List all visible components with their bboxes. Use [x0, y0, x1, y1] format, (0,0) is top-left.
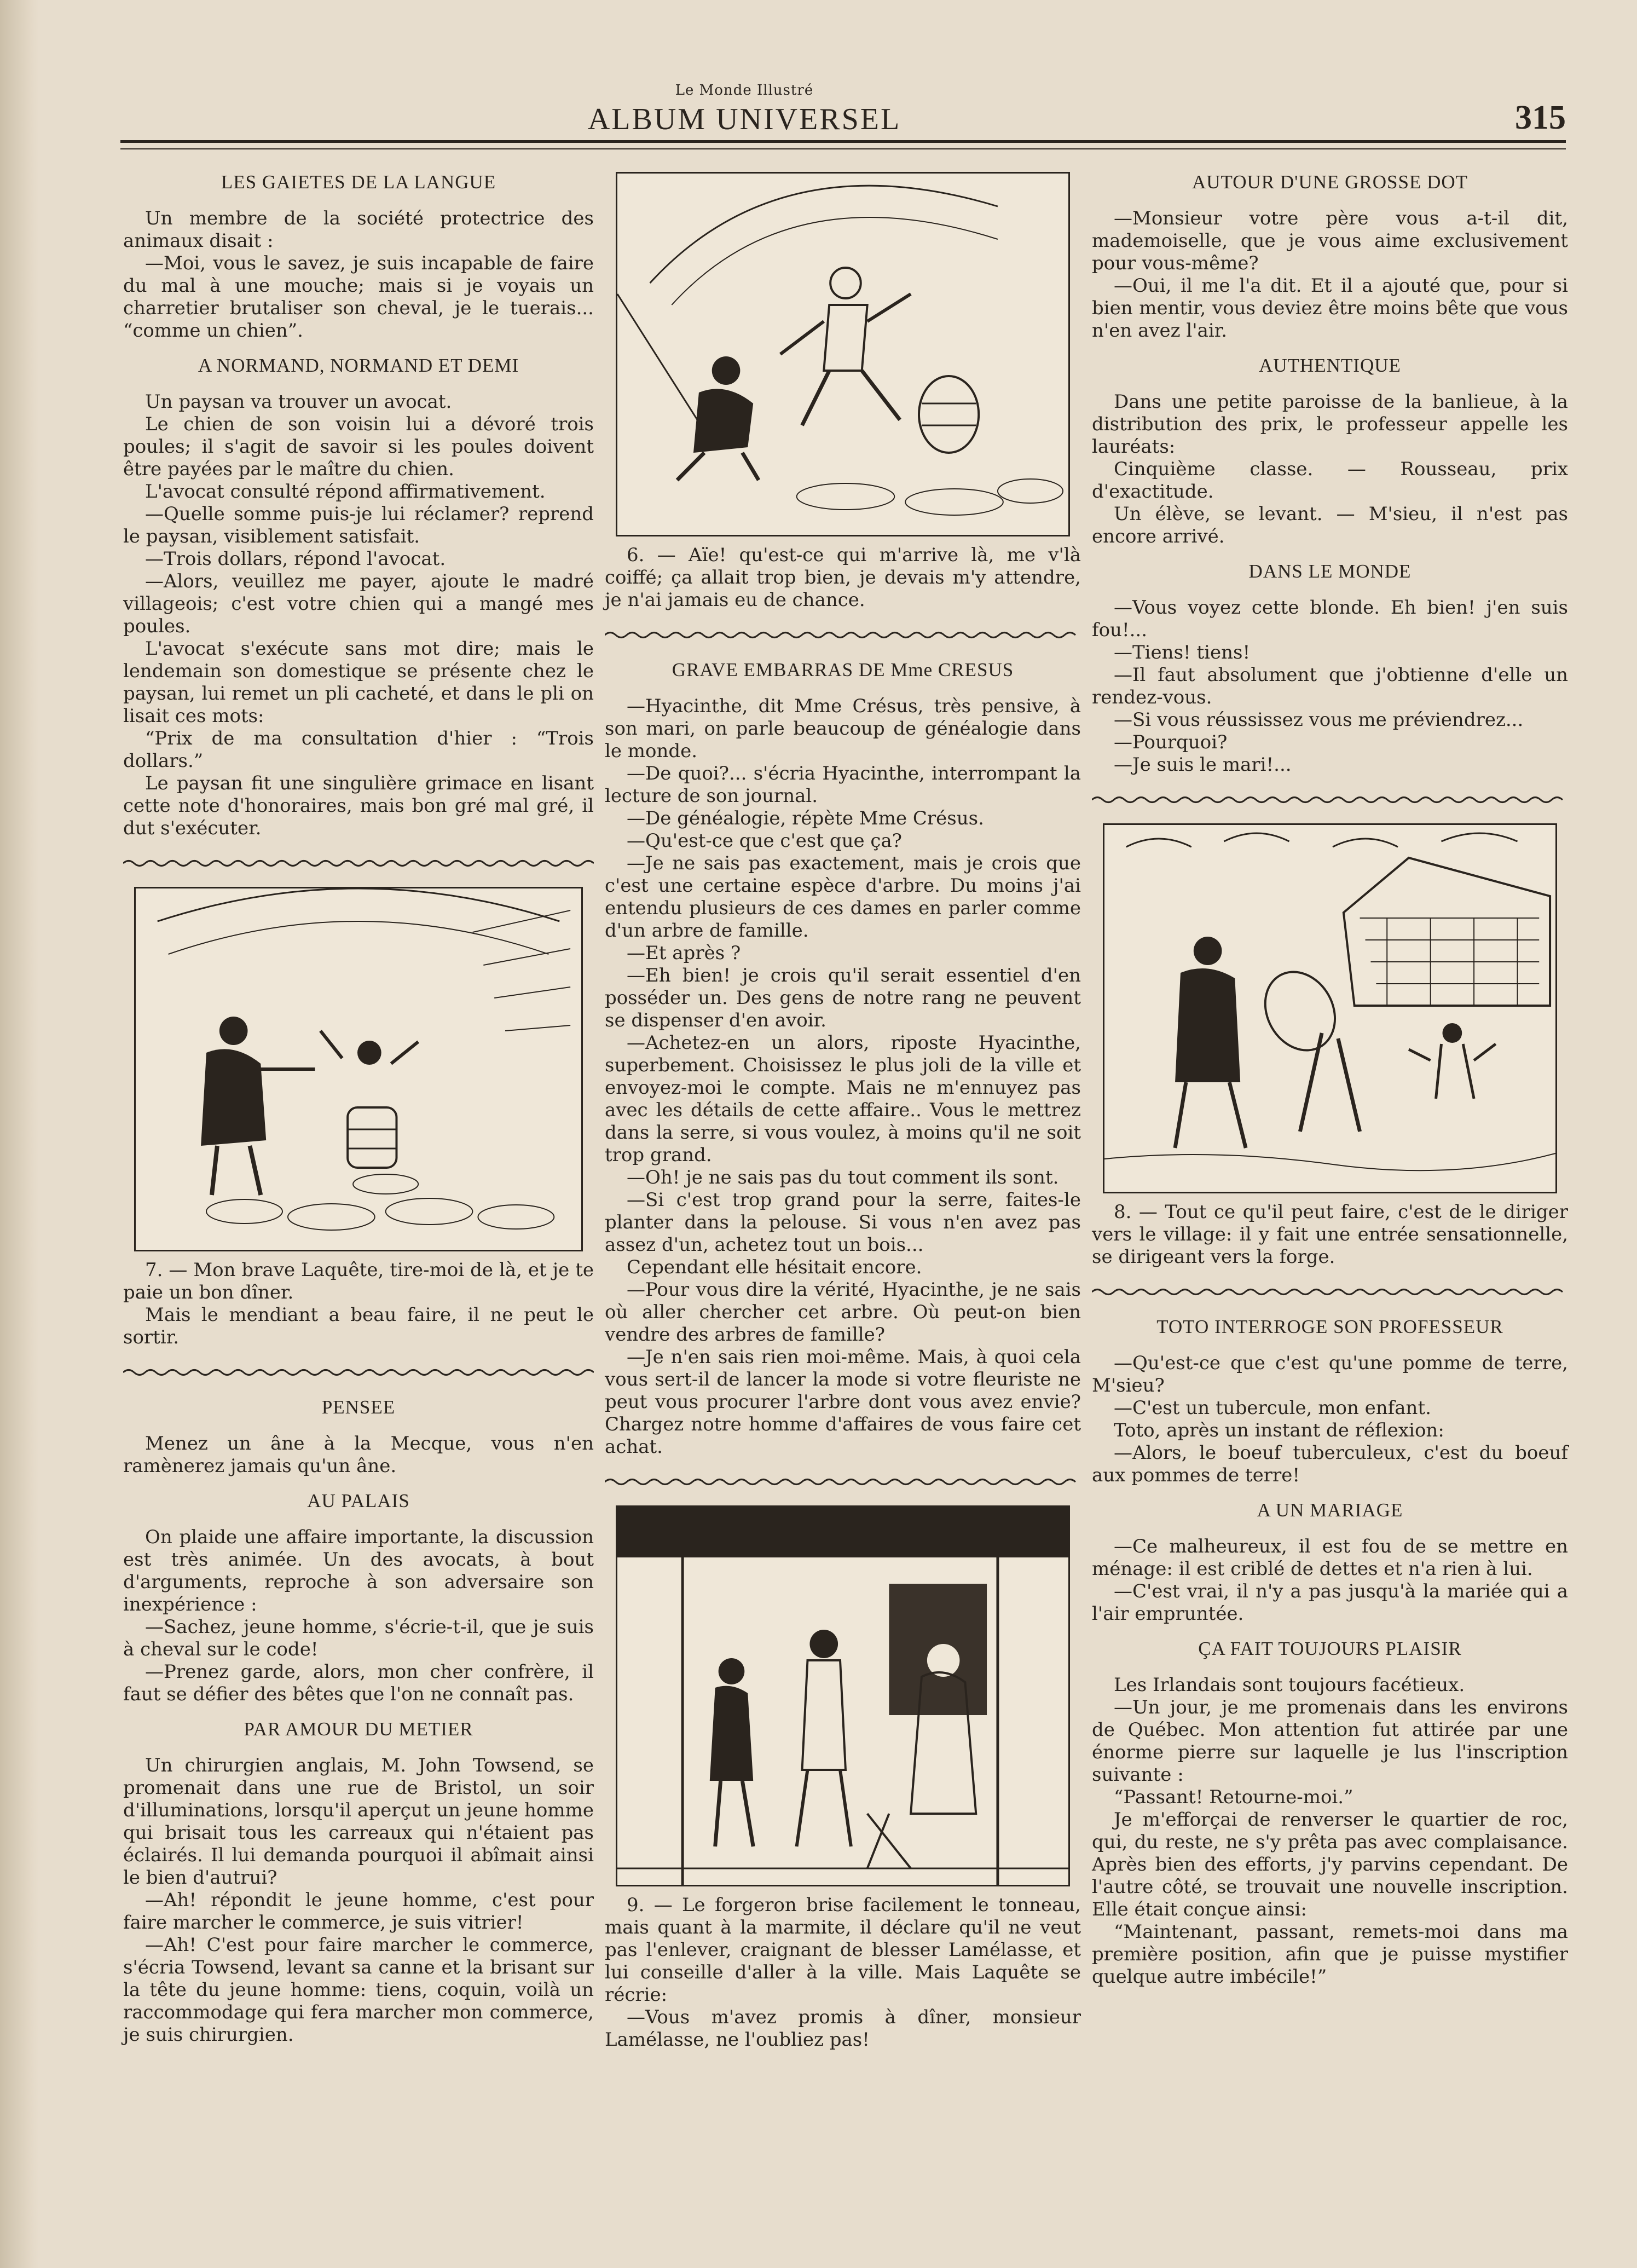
paragraph: “Maintenant, passant, remets-moi dans ma première position, afin que je puisse mystifier quelque autre imbécile!” — [1092, 1921, 1568, 1988]
paragraph: —Achetez-en un alors, riposte Hyacinthe, superbement. Choisissez le plus joli de la ville et envoyez-moi le compte. Mais ne m'ennuyez pas avec les détails de cette affaire.. Vous le mettrez dans la serre, si vous voulez, à moins qu'il ne soit trop grand. — [605, 1032, 1081, 1166]
paragraph: —C'est vrai, il n'y a pas jusqu'à la mariée qui a l'air empruntée. — [1092, 1580, 1568, 1625]
illustration-caption: —Vous m'avez promis à dîner, monsieur Lamélasse, ne l'oubliez pas! — [605, 2006, 1081, 2051]
illustration-caption: 6. — Aïe! qu'est-ce qui m'arrive là, me v'là coiffé; ça allait trop bien, je devais m'y attendre, je n'ai jamais eu de chance. — [605, 544, 1081, 611]
section-heading: PAR AMOUR DU METIER — [244, 1718, 473, 1740]
paragraph: —Prenez garde, alors, mon cher confrère, il faut se défier des bêtes que l'on ne connaît pas. — [123, 1661, 594, 1705]
paragraph: —Hyacinthe, dit Mme Crésus, très pensive, à son mari, on parle beaucoup de généalogie dans le monde. — [605, 695, 1081, 762]
paragraph: —Je ne sais pas exactement, mais je crois que c'est une certaine espèce d'arbre. Du moins j'ai entendu plusieurs de ces dames en parler comme d'un arbre de famille. — [605, 852, 1081, 942]
masthead-title: ALBUM UNIVERSEL — [587, 102, 901, 136]
wavy-divider — [605, 1475, 1081, 1489]
page-binding-shadow — [0, 0, 38, 2268]
illustration-beggar-and-barrel — [134, 887, 583, 1251]
paragraph: Menez un âne à la Mecque, vous n'en ramènerez jamais qu'un âne. — [123, 1433, 594, 1477]
paragraph: Le paysan fit une singulière grimace en lisant cette note d'honoraires, mais bon gré mal gré, il dut s'exécuter. — [123, 772, 594, 839]
section-heading: AU PALAIS — [307, 1490, 410, 1511]
paragraph: Un paysan va trouver un avocat. — [145, 391, 452, 413]
section-heading: ÇA FAIT TOUJOURS PLAISIR — [1198, 1638, 1462, 1659]
illustration-village-entry — [1103, 823, 1557, 1193]
paragraph: —Qu'est-ce que c'est que ça? — [627, 830, 902, 852]
paragraph: —Pourquoi? — [1114, 731, 1228, 753]
paragraph: Cependant elle hésitait encore. — [627, 1256, 922, 1278]
illustration-caption: 9. — Le forgeron brise facilement le tonneau, mais quant à la marmite, il déclare qu'il ne veut pas l'enlever, craignant de blesser Lamélasse, et lui conseille d'aller à la ville. Mais Laquête se récrie: — [605, 1894, 1081, 2006]
paragraph: Un élève, se levant. — M'sieu, il n'est pas encore arrivé. — [1092, 503, 1568, 547]
paragraph: —De quoi?... s'écria Hyacinthe, interrompant la lecture de son journal. — [605, 763, 1081, 807]
paragraph: Les Irlandais sont toujours facétieux. — [1114, 1674, 1465, 1696]
paragraph: L'avocat consulté répond affirmativement. — [145, 481, 546, 503]
section-heading: LES GAIETES DE LA LANGUE — [221, 171, 496, 193]
paragraph: Un membre de la société protectrice des animaux disait : — [123, 207, 594, 252]
section-heading: AUTHENTIQUE — [1259, 355, 1401, 376]
paragraph: —Un jour, je me promenais dans les environs de Québec. Mon attention fut attirée par une énorme pierre sur laquelle je lus l'inscription suivante : — [1092, 1696, 1568, 1786]
masthead-subtitle: Le Monde Illustré — [675, 82, 814, 99]
paragraph: —Pour vous dire la vérité, Hyacinthe, je ne sais où aller chercher cet arbre. Où peut-on bien vendre des arbres de famille? — [605, 1279, 1081, 1346]
section-heading: A UN MARIAGE — [1257, 1499, 1403, 1521]
paragraph: L'avocat s'exécute sans mot dire; mais le lendemain son domestique se présente chez le paysan, lui remet un pli cacheté, et dans le pli on lisait ces mots: — [123, 638, 594, 727]
column-2 — [605, 159, 1081, 2051]
paragraph: —Ah! répondit le jeune homme, c'est pour faire marcher le commerce, je suis vitrier! — [123, 1889, 594, 1934]
paragraph: —Si c'est trop grand pour la serre, faites-le planter dans la pelouse. Si vous n'en avez pas assez d'un, achetez tout un bois... — [605, 1189, 1081, 1256]
paragraph: —Ce malheureux, il est fou de se mettre en ménage: il est criblé de dettes et n'a rien à lui. — [1092, 1536, 1568, 1580]
paragraph: —Alors, veuillez me payer, ajoute le madré villageois; c'est votre chien qui a mangé mes poules. — [123, 570, 594, 637]
wavy-divider — [605, 628, 1081, 642]
paragraph: “Prix de ma consultation d'hier : “Trois dollars.” — [123, 728, 594, 772]
paragraph: —Ah! C'est pour faire marcher le commerce, s'écria Towsend, levant sa canne et la brisant sur la tête du jeune homme: tiens, coquin, voilà un raccommodage qui fera marcher mon commerce, je suis chirurgien. — [123, 1934, 594, 2046]
page-number: 315 — [1515, 99, 1566, 136]
illustration-blacksmith-forge — [616, 1505, 1070, 1886]
paragraph: Je m'efforçai de renverser le quartier de roc, qui, du reste, ne s'y prêta pas avec complaisance. Après bien des efforts, j'y parvins cependant. De l'autre côté, se trouvait une nouvelle inscription. Elle était conçue ainsi: — [1092, 1809, 1568, 1920]
paragraph: —Et après ? — [627, 942, 741, 964]
paragraph: —Monsieur votre père vous a-t-il dit, mademoiselle, que je vous aime exclusivement pour vous-même? — [1092, 207, 1568, 274]
paragraph: Un chirurgien anglais, M. John Towsend, se promenait dans une rue de Bristol, un soir d'illuminations, lorsqu'il aperçut un jeune homme qui brisait tous les carreaux qui n'étaient pas éclairés. Il lui demanda pourquoi il abîmait ainsi le bien d'autrui? — [123, 1755, 594, 1889]
illustration-caption: 8. — Tout ce qu'il peut faire, c'est de le diriger vers le village: il y fait une entrée sensationnelle, se dirigeant vers la forge. — [1092, 1201, 1568, 1268]
illustration-caption: Mais le mendiant a beau faire, il ne peut le sortir. — [123, 1304, 594, 1348]
paragraph: —Oh! je ne sais pas du tout comment ils sont. — [627, 1167, 1059, 1188]
paragraph: —Si vous réussissez vous me préviendrez... — [1114, 709, 1524, 731]
paragraph: —C'est un tubercule, mon enfant. — [1114, 1397, 1431, 1419]
paragraph: —Il faut absolument que j'obtienne d'elle un rendez-vous. — [1092, 664, 1568, 708]
section-heading: AUTOUR D'UNE GROSSE DOT — [1191, 171, 1468, 193]
paragraph: Le chien de son voisin lui a dévoré trois poules; il s'agit de savoir si les poules doivent être payées par le maître du chien. — [123, 413, 594, 480]
paragraph: Toto, après un instant de réflexion: — [1114, 1419, 1444, 1441]
column-1 — [123, 159, 594, 2046]
wavy-divider — [123, 1365, 594, 1380]
paragraph: —Vous voyez cette blonde. Eh bien! j'en suis fou!... — [1092, 597, 1568, 641]
paragraph: —Quelle somme puis-je lui réclamer? reprend le paysan, visiblement satisfait. — [123, 503, 594, 547]
wavy-divider — [1092, 793, 1568, 807]
wavy-divider — [123, 856, 594, 870]
paragraph: —Trois dollars, répond l'avocat. — [145, 548, 446, 570]
masthead — [120, 82, 1566, 140]
section-heading: GRAVE EMBARRAS DE Mme CRESUS — [672, 659, 1014, 680]
paragraph: On plaide une affaire importante, la discussion est très animée. Un des avocats, à bout d'arguments, reproche à son adversaire son inexpérience : — [123, 1526, 594, 1615]
wavy-divider — [1092, 1285, 1568, 1299]
column-3 — [1092, 159, 1568, 1988]
paragraph: Cinquième classe. — Rousseau, prix d'exactitude. — [1092, 458, 1568, 503]
paragraph: —Eh bien! je crois qu'il serait essentiel d'en posséder un. Des gens de notre rang ne peuvent se dispenser d'en avoir. — [605, 965, 1081, 1031]
paragraph: —Alors, le boeuf tuberculeux, c'est du boeuf aux pommes de terre! — [1092, 1442, 1568, 1486]
paragraph: “Passant! Retourne-moi.” — [1114, 1786, 1353, 1808]
section-heading: DANS LE MONDE — [1248, 561, 1412, 582]
section-heading: TOTO INTERROGE SON PROFESSEUR — [1156, 1316, 1503, 1337]
illustration-barrel-fall — [616, 172, 1070, 536]
paragraph: Dans une petite paroisse de la banlieue, à la distribution des prix, le professeur appelle les lauréats: — [1092, 391, 1568, 458]
section-heading: PENSEE — [321, 1396, 396, 1418]
paragraph: —Qu'est-ce que c'est qu'une pomme de terre, M'sieu? — [1092, 1352, 1568, 1396]
paragraph: —Moi, vous le savez, je suis incapable de faire du mal à une mouche; mais si je voyais un charretier brutaliser son cheval, je le tuerais... “comme un chien”. — [123, 252, 594, 342]
illustration-caption: 7. — Mon brave Laquête, tire-moi de là, et je te paie un bon dîner. — [123, 1259, 594, 1303]
paragraph: —Oui, il me l'a dit. Et il a ajouté que, pour si bien mentir, vous deviez être moins bête que vous n'en avez l'air. — [1092, 275, 1568, 342]
paragraph: —Je suis le mari!... — [1114, 754, 1292, 776]
paragraph: —De généalogie, répète Mme Crésus. — [627, 807, 984, 829]
paragraph: —Tiens! tiens! — [1114, 642, 1251, 663]
paragraph: —Je n'en sais rien moi-même. Mais, à quoi cela vous sert-il de lancer la mode si votre fleuriste ne peut vous procurer l'arbre dont vous avez envie? Chargez notre homme d'affaires de vous faire cet achat. — [605, 1346, 1081, 1458]
masthead-rule — [120, 140, 1566, 149]
paragraph: —Sachez, jeune homme, s'écrie-t-il, que je suis à cheval sur le code! — [123, 1616, 594, 1660]
section-heading: A NORMAND, NORMAND ET DEMI — [198, 355, 519, 376]
